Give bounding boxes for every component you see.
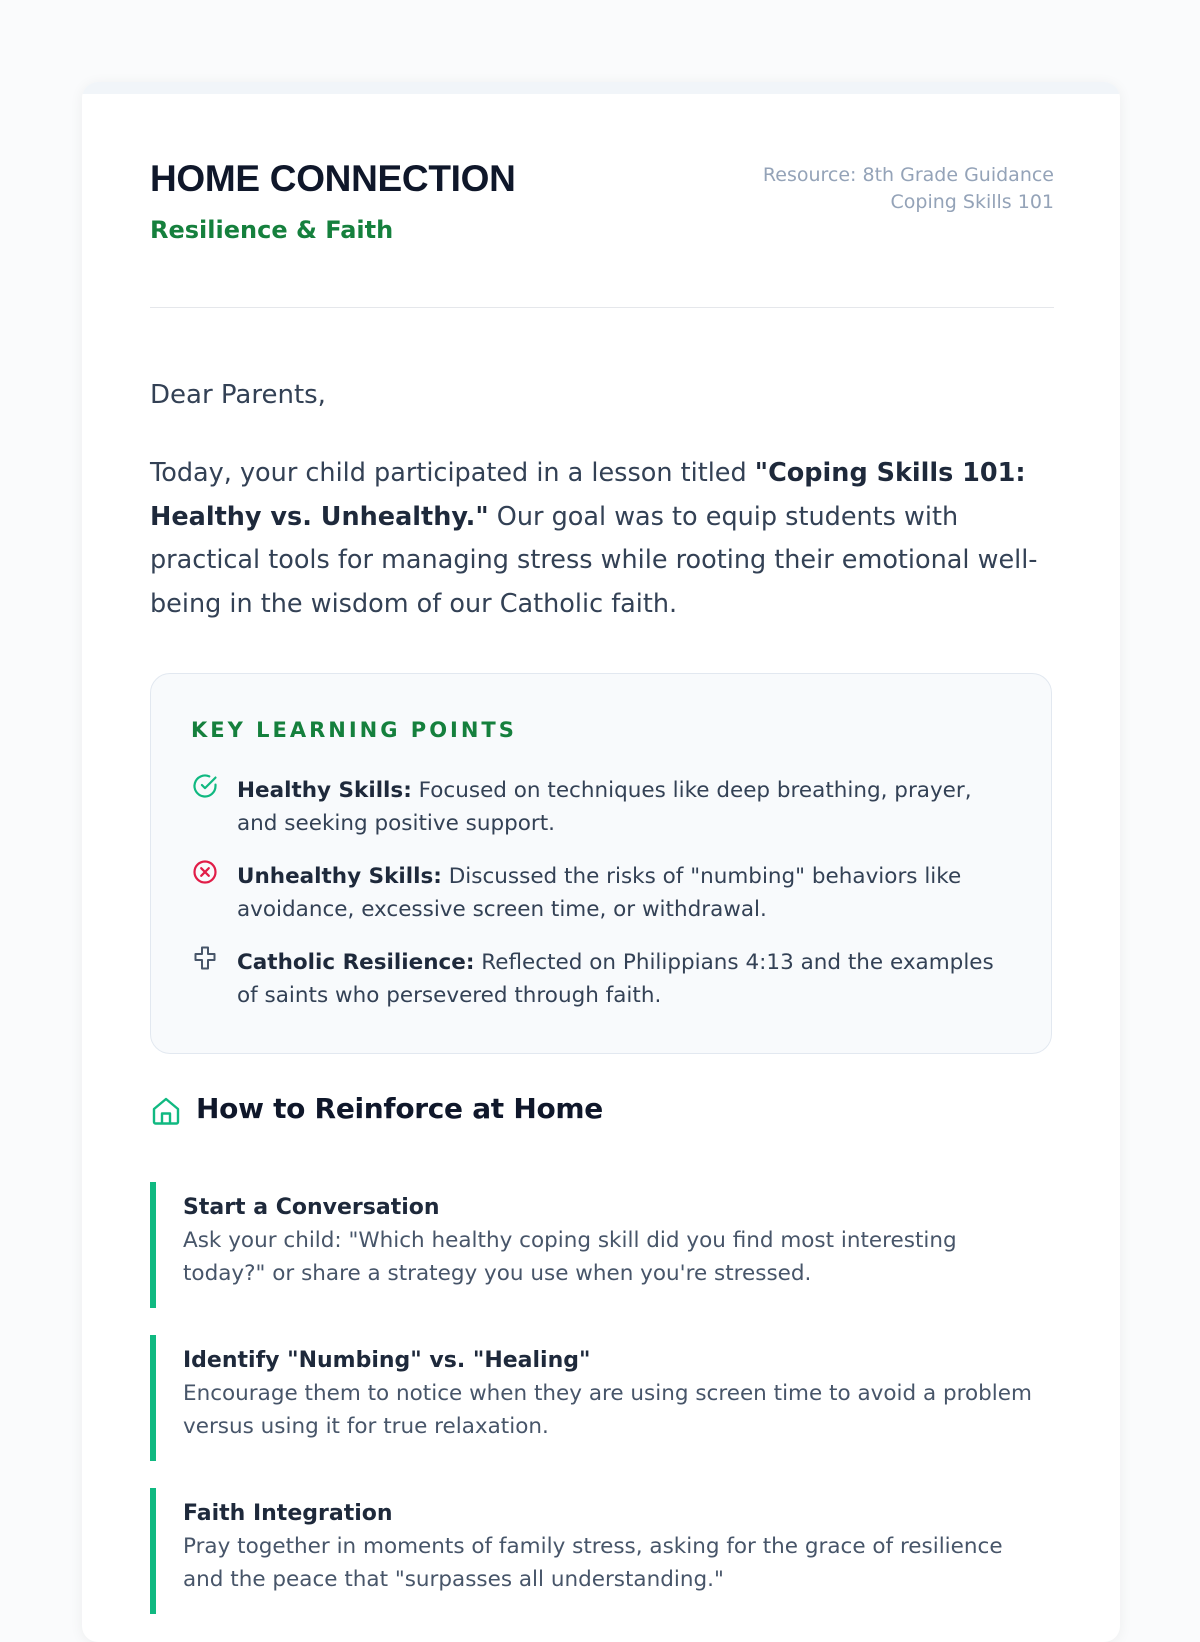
- intro-paragraph: [150, 452, 1058, 626]
- key-point-text: [237, 774, 997, 840]
- home-icon: [150, 1095, 182, 1127]
- tip-faith-integration: [150, 1488, 1054, 1614]
- page-subtitle: Resilience & Faith: [150, 216, 394, 244]
- reinforce-title: How to Reinforce at Home: [196, 1092, 603, 1125]
- resource-meta-line-1: Resource: 8th Grade Guidance: [762, 164, 1054, 186]
- resource-meta-line-2: Coping Skills 101: [890, 191, 1054, 213]
- tip-title: Identify "Numbing" vs. "Healing": [183, 1348, 591, 1373]
- key-point-description: Focused on techniques like deep breathing, prayer, and seeking positive support.: [237, 778, 972, 836]
- intro-prefix: Today, your child participated in a lesson titled: [150, 458, 755, 488]
- tip-body: Ask your child: "Which healthy coping skill did you find most interesting today?" or share a strategy you use when you're stressed.: [183, 1228, 957, 1286]
- lesson-title: "Coping Skills 101: Healthy vs. Unhealthy.": [150, 458, 1026, 532]
- newsletter-header: [150, 158, 1054, 308]
- key-point-label: Healthy Skills:: [237, 778, 412, 803]
- tip-body: Pray together in moments of family stress, asking for the grace of resilience and the peace that "surpasses all understanding.": [183, 1534, 1003, 1592]
- tip-title: Start a Conversation: [183, 1195, 440, 1220]
- cross-icon: [191, 944, 219, 972]
- tip-numbing-vs-healing: [150, 1335, 1054, 1461]
- x-circle-icon: [191, 858, 219, 886]
- resource-meta: [763, 162, 1054, 216]
- salutation: Dear Parents,: [150, 380, 326, 410]
- key-point-label: Unhealthy Skills:: [237, 864, 442, 889]
- page-title: HOME CONNECTION: [150, 158, 516, 199]
- tip-title: Faith Integration: [183, 1501, 393, 1526]
- key-point-label: Catholic Resilience:: [237, 950, 475, 975]
- card-top-bar: [82, 82, 1120, 94]
- tip-body: Encourage them to notice when they are using screen time to avoid a problem versus using it for true relaxation.: [183, 1381, 1032, 1439]
- newsletter-card: [82, 82, 1120, 1642]
- header-divider: [150, 307, 1054, 308]
- intro-suffix: Our goal was to equip students with practical tools for managing stress while rooting their emotional well-being in the wisdom of our Catholic faith.: [150, 501, 1038, 619]
- key-point-description: Discussed the risks of "numbing" behaviors like avoidance, excessive screen time, or withdrawal.: [237, 864, 962, 922]
- reinforce-heading: [150, 1092, 1054, 1132]
- tip-start-conversation: [150, 1182, 1054, 1308]
- check-circle-icon: [191, 772, 219, 800]
- key-point-text: [237, 946, 997, 1012]
- key-point-description: Reflected on Philippians 4:13 and the examples of saints who persevered through faith.: [237, 950, 994, 1008]
- key-learning-points-box: [150, 673, 1052, 1054]
- key-point-text: [237, 860, 997, 926]
- key-learning-points-title: KEY LEARNING POINTS: [191, 718, 517, 742]
